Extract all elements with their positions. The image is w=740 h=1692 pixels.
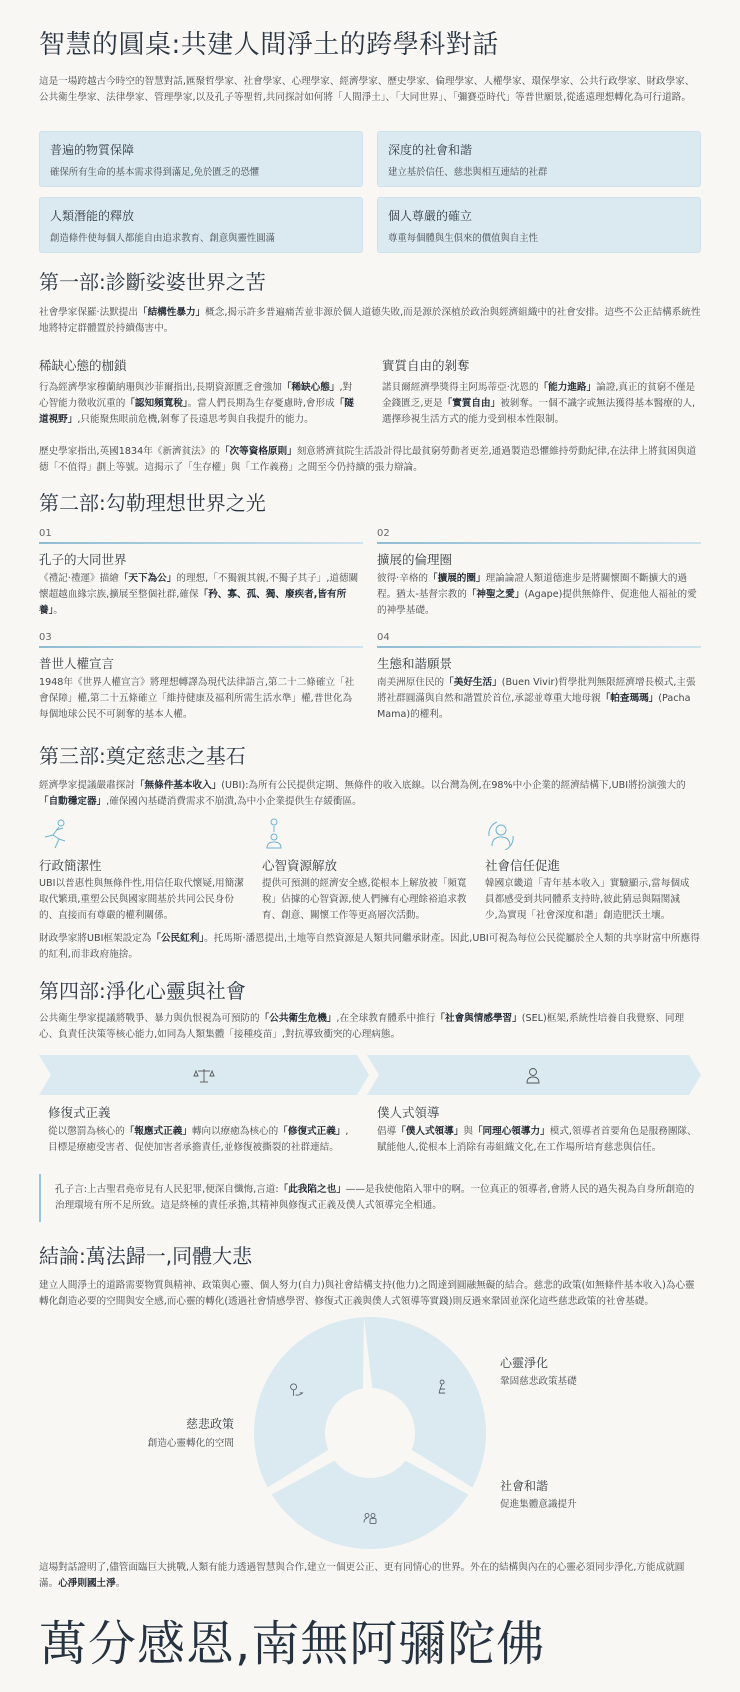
history-paragraph: 歷史學家指出,英國1834年《新濟貧法》的「次等資格原則」刻意將濟貧院生活設計得比最貧窮勞動者更差,通過製造恐懼維持勞動紀律,在法律上將貧困與道德「不值得」劃上等號。這揭示了「生存權」與「工作義務」之間至今仍持續的張力辯論。: [39, 446, 697, 473]
goal-card: [39, 197, 363, 253]
ideal-title: 普世人權宣言: [39, 656, 115, 671]
section-paragraph: 社會學家保羅·法默提出「結構性暴力」概念,揭示許多普遍痛苦並非源於個人道德失敗,而是源於深植於政治與經濟組織中的社會安排。這些不公正結構系統性地將特定群體置於持續傷害中。: [39, 307, 701, 334]
intro-paragraph: 這是一場跨越古今時空的智慧對話,匯聚哲學家、社會學家、心理學家、經濟學家、歷史學家、倫理學家、人權學家、環保學家、公共行政學家、財政學家、公共衛生學家、法律學家、管理學家,以及孔子等聖哲,共同探討如何將「人間淨土」、「大同世界」、「彌賽亞時代」等普世願景,從遙遠理想轉化為可行道路。: [39, 76, 695, 103]
benefit-title: 行政簡潔性: [39, 858, 102, 873]
section-paragraph: 公共衛生學家提議將戰爭、暴力與仇恨視為可預防的「公共衛生危機」,在全球教育體系中推行「社會與情感學習」(SEL)框架,系統性培養自我覺察、同理心、負責任決策等核心能力,如同為人類集體「接種疫苗」,對抗導致衝突的心理病態。: [39, 1013, 685, 1040]
closing-paragraph: 這場對話證明了,儘管面臨巨大挑戰,人類有能力透過智慧與合作,建立一個更公正、更有同情心的世界。外在的結構與內在的心靈必須同步淨化,方能成就圓滿。心淨則國土淨。: [39, 1562, 685, 1589]
goal-card: [39, 131, 363, 187]
divider: [377, 646, 701, 648]
section-heading: 第一部:診斷娑婆世界之苦: [39, 270, 266, 294]
ideal-title: 擴展的倫理圈: [377, 552, 453, 567]
goal-card: [377, 197, 701, 253]
cycle-label-title: 社會和諧: [500, 1479, 549, 1493]
ideal-paragraph: 《禮記·禮運》描繪「天下為公」的理想,「不獨親其親,不獨子其子」,道德關懷超越血緣宗族,擴展至整個社群,確保「矜、寡、孤、獨、廢疾者,皆有所養」。: [39, 573, 359, 616]
subsection-paragraph: 行為經濟學家穆蘭納珊與沙菲爾指出,長期資源匱乏會強加「稀缺心態」,對心智能力徵收沉重的「認知頻寬稅」。當人們長期為生存憂慮時,會形成「隧道視野」,只能聚焦眼前危機,剝奪了長遠思考與自我提升的能力。: [39, 382, 354, 425]
ideal-title: 生態和諧願景: [377, 656, 453, 671]
person-cycle-icon: [485, 818, 517, 850]
ideal-title: 孔子的大同世界: [39, 552, 127, 567]
benefit-paragraph: 提供可預測的經濟安全感,從根本上解放被「頻寬稅」佔據的心智資源,使人們擁有心理餘裕追求教育、創意、關懷工作等更高層次活動。: [262, 878, 467, 921]
benefit-title: 心智資源解放: [262, 858, 338, 873]
cycle-label-title: 慈悲政策: [185, 1417, 234, 1431]
card-desc: 創造條件使每個人都能自由追求教育、創意與靈性圓滿: [50, 233, 276, 244]
cycle-label-title: 心靈淨化: [500, 1356, 549, 1370]
section-heading: 第三部:奠定慈悲之基石: [39, 744, 246, 768]
running-person-icon: [39, 818, 71, 850]
practice-paragraph: 從以懲罰為核心的「報應式正義」轉向以療癒為核心的「修復式正義」,目標是療癒受害者、促使加害者承擔責任,並修復被撕裂的社群連結。: [48, 1126, 349, 1153]
divider: [39, 542, 363, 544]
benefit-paragraph: 韓國京畿道「青年基本收入」實驗顯示,當每個成員都感受到共同體系支持時,彼此猜忌與隔閡減少,為實現「社會深度和諧」創造肥沃土壤。: [485, 878, 690, 921]
card-desc: 確保所有生命的基本需求得到滿足,免於匱乏的恐懼: [50, 167, 260, 178]
ideal-paragraph: 南美洲原住民的「美好生活」(Buen Vivir)哲學批判無限經濟增長模式,主張將社群圓滿與自然和諧置於首位,承認並尊重大地母親「帕查瑪瑪」(Pacha Mama)的權利。: [377, 677, 696, 720]
benefit-paragraph: UBI以普惠性與無條件性,用信任取代懷疑,用簡潔取代繁瑣,重塑公民與國家間基於共同公民身份的、直接而有尊嚴的權利關係。: [39, 878, 244, 921]
card-title: 深度的社會和諧: [388, 143, 473, 157]
lightbulb-person-icon: [262, 818, 294, 850]
chevron-banner: [367, 1055, 701, 1095]
item-number: 01: [39, 528, 52, 539]
chevron-banner: [39, 1055, 369, 1095]
page-title: 智慧的圓桌:共建人間淨土的跨學科對話: [39, 30, 499, 60]
section-paragraph: 建立人間淨土的道路需要物質與精神、政策與心靈、個人努力(自力)與社會結構支持(他力)之間達到圓融無礙的結合。慈悲的政策(如無條件基本收入)為心靈轉化創造必要的空間與安全感,而心靈的轉化(透過社會情感學習、修復式正義與僕人式領導等實踐)則反過來鞏固並深化這些慈悲政策的社會基礎。: [39, 1280, 695, 1307]
benefit-title: 社會信任促進: [485, 858, 561, 873]
card-title: 人類潛能的釋放: [50, 209, 135, 223]
section-paragraph: 財政學家將UBI框架設定為「公民紅利」。托馬斯·潘恩提出,土地等自然資源是人類共同繼承財產。因此,UBI可視為每位公民從屬於全人類的共享財富中所應得的紅利,而非政府施捨。: [39, 933, 700, 960]
practice-title: 修復式正義: [48, 1105, 111, 1120]
practice-title: 僕人式領導: [377, 1105, 440, 1120]
cycle-diagram: [250, 1313, 490, 1553]
ideal-paragraph: 彼得·辛格的「擴展的圈」理論論證人類道德進步是將關懷圈不斷擴大的過程。猶太-基督宗教的「神聖之愛」(Agape)提供無條件、促進他人福祉的愛的神學基礎。: [377, 573, 697, 616]
subsection-title: 稀缺心態的枷鎖: [39, 358, 127, 373]
section-paragraph: 經濟學家提議嚴肅探討「無條件基本收入」(UBI):為所有公民提供定期、無條件的收入底線。以台灣為例,在98%中小企業的經濟結構下,UBI將扮演強大的「自動穩定器」,確保國內基礎消費需求不崩潰,為中小企業提供生存緩衝區。: [39, 780, 686, 807]
cycle-label-desc: 鞏固慈悲政策基礎: [500, 1376, 577, 1387]
goal-card: [377, 131, 701, 187]
quote-text: 孔子言:上古聖君堯帝見有人民犯罪,便深自懺悔,言道:「此我陷之也」——是我使他陷入罪中的啊。一位真正的領導者,會將人民的過失視為自身所創造的治理環境有所不足所致。這是終極的責任承擔,其精神與修復式正義及僕人式領導完全相通。: [55, 1184, 695, 1211]
card-title: 普遍的物質保障: [50, 143, 135, 157]
item-number: 04: [377, 632, 390, 643]
cycle-segment: [364, 1317, 486, 1487]
card-desc: 尊重每個體與生俱來的價值與自主性: [388, 233, 539, 244]
divider: [377, 542, 701, 544]
divider: [39, 646, 363, 648]
section-heading: 第二部:勾勒理想世界之光: [39, 491, 266, 515]
ideal-paragraph: 1948年《世界人權宣言》將理想轉譯為現代法律語言,第二十二條確立「社會保障」權,第二十五條確立「維持健康及福利所需生活水準」權,普世化為每個地球公民不可剝奪的基本人權。: [39, 677, 355, 720]
confucius-quote: [39, 1174, 701, 1222]
cycle-label-desc: 促進集體意識提升: [500, 1499, 577, 1510]
card-desc: 建立基於信任、慈悲與相互連結的社群: [388, 167, 548, 178]
item-number: 03: [39, 632, 52, 643]
subsection-title: 實質自由的剝奪: [382, 358, 470, 373]
practice-paragraph: 倡導「僕人式領導」與「同理心領導力」模式,領導者首要角色是服務團隊、賦能他人,從根本上消除有毒組織文化,在工作場所培育慈悲與信任。: [377, 1126, 697, 1153]
card-title: 個人尊嚴的確立: [388, 209, 473, 223]
cycle-segment: [272, 1461, 469, 1549]
section-heading: 第四部:淨化心靈與社會: [39, 979, 246, 1003]
section-heading: 結論:萬法歸一,同體大悲: [39, 1244, 253, 1268]
cycle-segment: [254, 1317, 364, 1487]
cycle-label-desc: 創造心靈轉化的空間: [147, 1438, 234, 1449]
item-number: 02: [377, 528, 390, 539]
final-blessing: 萬分感恩,南無阿彌陀佛: [39, 1616, 546, 1672]
subsection-paragraph: 諾貝爾經濟學獎得主阿馬蒂亞·沈恩的「能力進路」論證,真正的貧窮不僅是金錢匱乏,更是「實質自由」被剝奪。一個不識字或無法獲得基本醫療的人,選擇珍視生活方式的能力受到根本性限制。: [382, 382, 696, 425]
